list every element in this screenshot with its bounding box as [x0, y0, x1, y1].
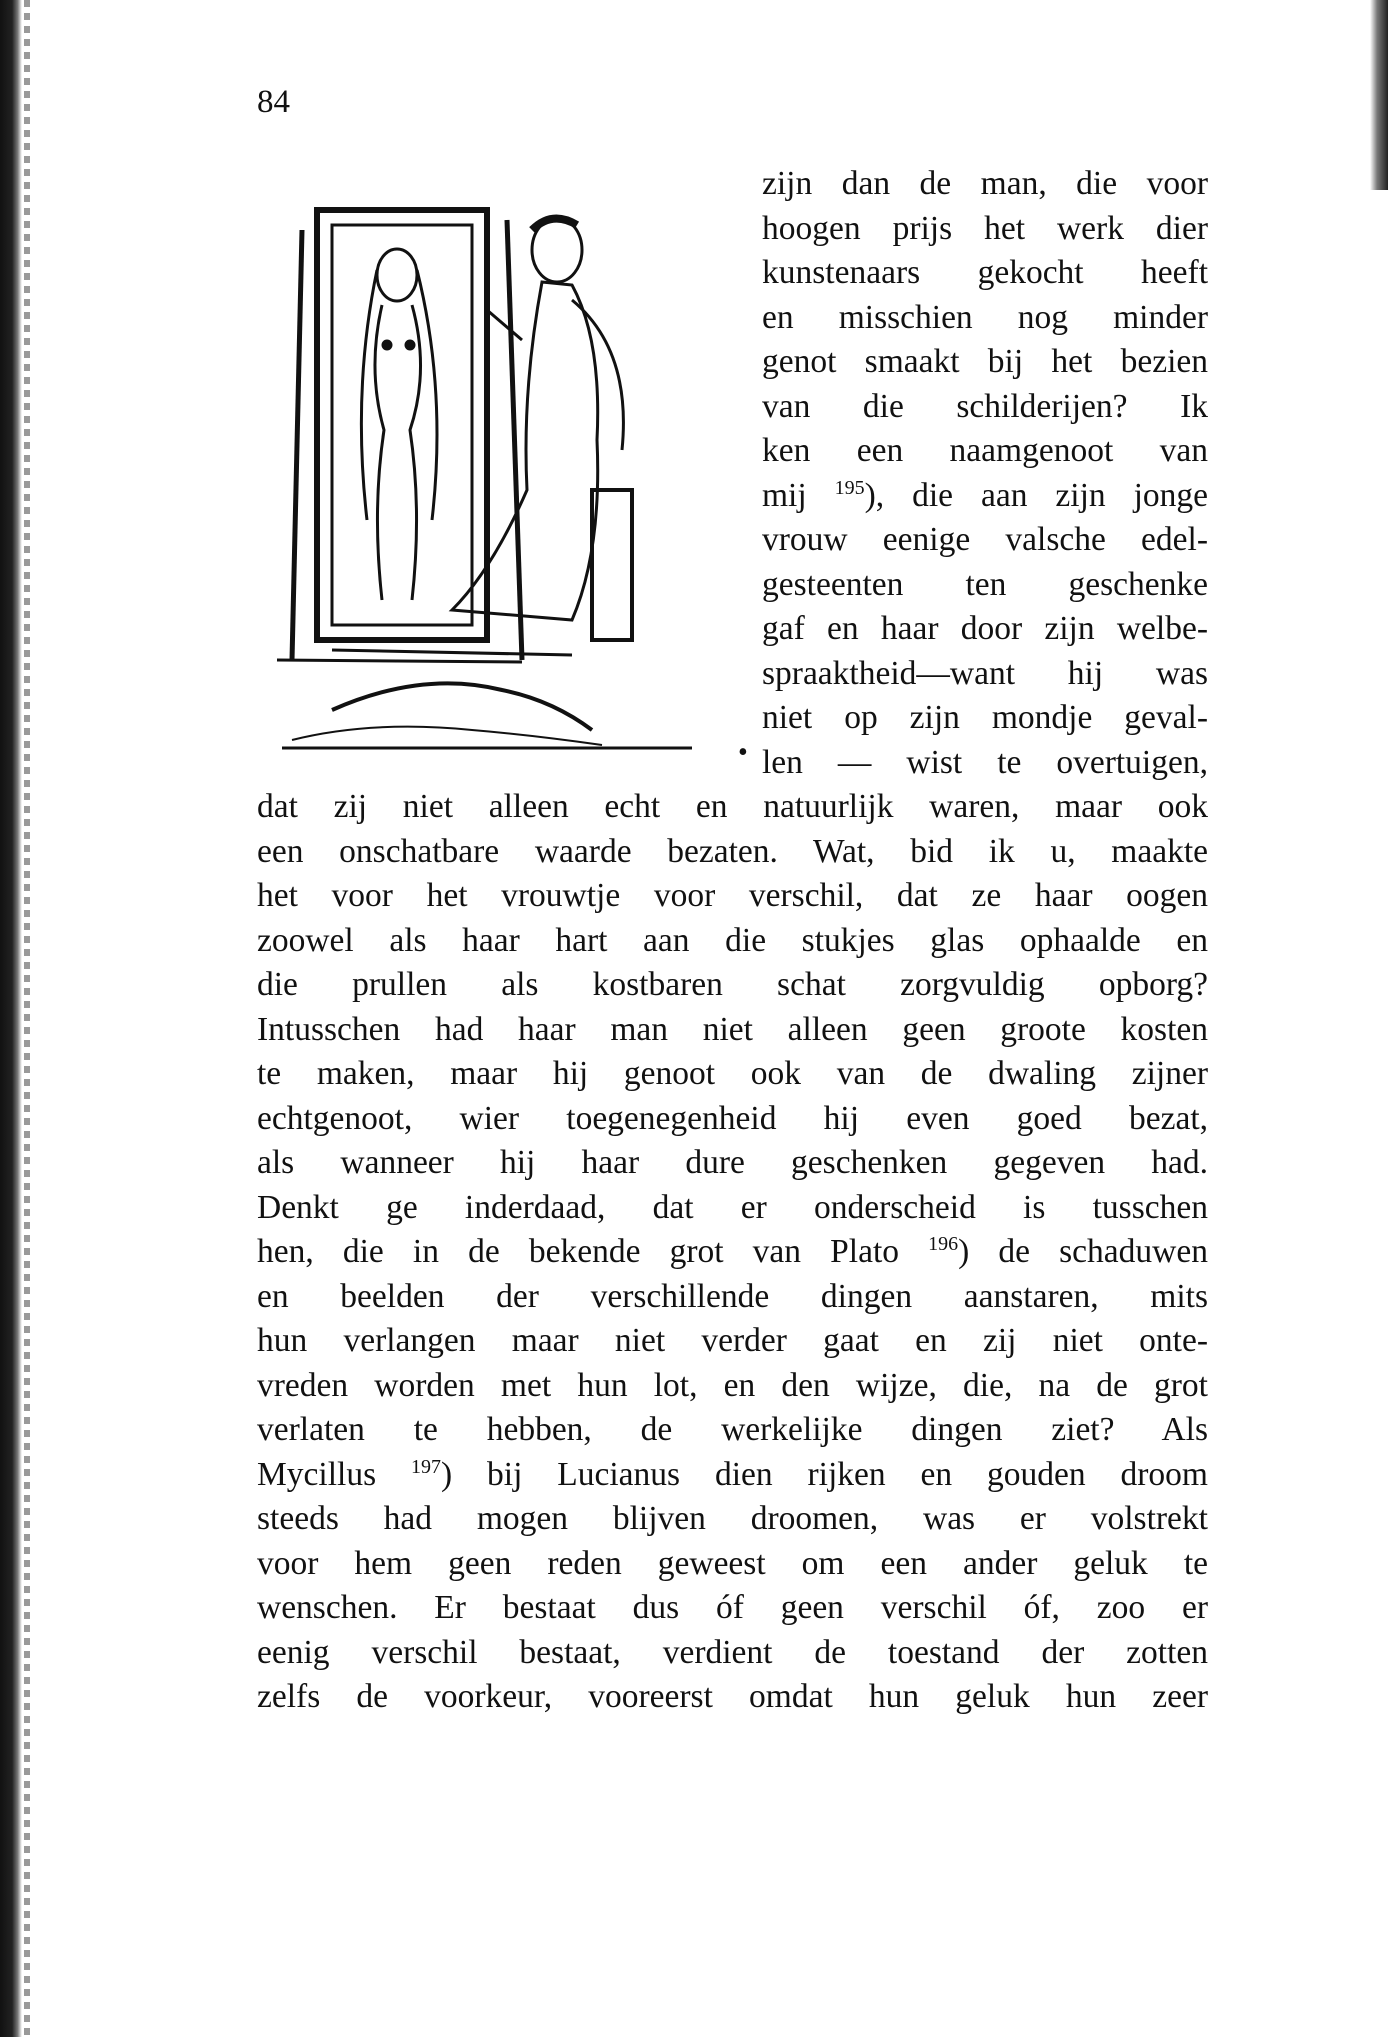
text-line: en beelden der verschillende dingen aanstaren, mits	[257, 1277, 1208, 1315]
text-line: een onschatbare waarde bezaten. Wat, bid ik u, maakte	[257, 832, 1208, 870]
text-line: gesteenten ten geschenke	[762, 565, 1208, 603]
text-line: verlaten te hebben, de werkelijke dingen ziet? Als	[257, 1411, 1208, 1448]
text-line: hen, die in de bekende grot van Plato $^{196}$) de schaduwen	[257, 1233, 1208, 1270]
text-line: ken een naamgenoot van	[762, 432, 1208, 469]
text-line: niet op zijn mondje geval-	[762, 699, 1208, 736]
text-line: spraaktheid—want hij was	[762, 654, 1208, 692]
footnote-marker: 197	[411, 1455, 441, 1478]
text-line: len — wist te overtuigen,	[762, 743, 1208, 781]
text-line: vreden worden met hun lot, en den wijze, die, na de grot	[257, 1366, 1208, 1404]
page-number: 84	[257, 84, 290, 120]
text-line: voor hem geen reden geweest om een ander geluk te	[257, 1544, 1208, 1582]
text-line: te maken, maar hij genoot ook van de dwaling zijner	[257, 1055, 1208, 1092]
text-line: hoogen prijs het werk dier	[762, 209, 1208, 247]
text-line: mij $^{195}$), die aan zijn jonge	[762, 476, 1208, 514]
text-line: het voor het vrouwtje voor verschil, dat ze haar oogen	[257, 877, 1208, 914]
text-line: zijn dan de man, die voor	[762, 165, 1208, 202]
woodcut-illustration-painter-at-easel	[272, 190, 734, 750]
text-line: echtgenoot, wier toegenegenheid hij even goed bezat,	[257, 1099, 1208, 1137]
text-line: als wanneer hij haar dure geschenken gegeven had.	[257, 1144, 1208, 1181]
text-line: van die schilderijen? Ik	[762, 387, 1208, 425]
text-line: Denkt ge inderdaad, dat er onderscheid is tusschen	[257, 1188, 1208, 1226]
text-line: vrouw eenige valsche edel-	[762, 521, 1208, 558]
text-line: Mycillus $^{197}$) bij Lucianus dien rijken en gouden droom	[257, 1455, 1208, 1493]
text-line: hun verlangen maar niet verder gaat en zij niet onte-	[257, 1322, 1208, 1359]
text-line: Intusschen had haar man niet alleen geen groote kosten	[257, 1010, 1208, 1048]
scan-border-right	[1370, 0, 1388, 190]
scan-border-left	[0, 0, 22, 2037]
text-line: en misschien nog minder	[762, 298, 1208, 336]
footnote-marker: 196	[928, 1233, 959, 1255]
text-line: genot smaakt bij het bezien	[762, 343, 1208, 380]
text-line: wenschen. Er bestaat dus óf geen verschil óf, zoo er	[257, 1589, 1208, 1626]
text-line: gaf en haar door zijn welbe-	[762, 610, 1208, 647]
text-line: zoowel als haar hart aan die stukjes glas ophaalde en	[257, 921, 1208, 959]
text-line: eenig verschil bestaat, verdient de toestand der zotten	[257, 1633, 1208, 1671]
text-line: dat zij niet alleen echt en natuurlijk waren, maar ook	[257, 788, 1208, 825]
text-line: die prullen als kostbaren schat zorgvuldig opborg?	[257, 966, 1208, 1003]
text-line: zelfs de voorkeur, vooreerst omdat hun geluk hun zeer	[257, 1678, 1208, 1715]
text-line: steeds had mogen blijven droomen, was er volstrekt	[257, 1500, 1208, 1537]
margin-dot: •	[738, 737, 748, 768]
footnote-marker: 195	[834, 476, 865, 499]
scan-border-left-speckle	[24, 0, 30, 2037]
text-line: kunstenaars gekocht heeft	[762, 254, 1208, 291]
